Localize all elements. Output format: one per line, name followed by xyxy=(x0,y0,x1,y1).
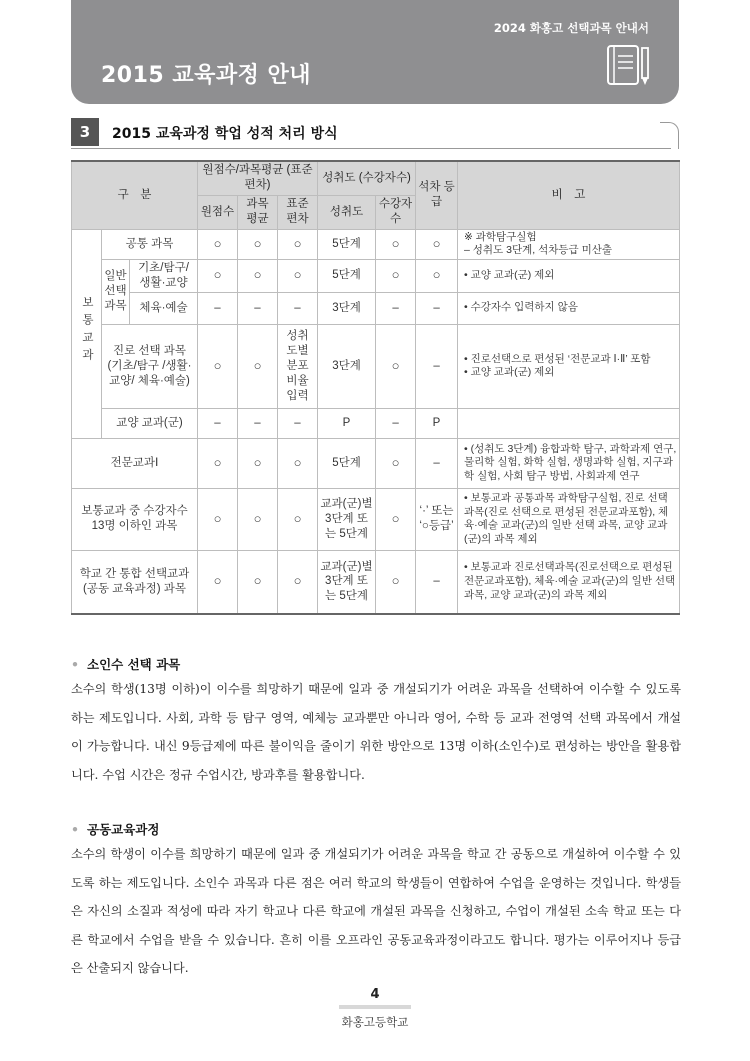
cell-students: ○ xyxy=(376,324,416,408)
cell-note: • 진로선택으로 편성된 ‘전문교과 Ⅰ·Ⅱ’ 포함 • 교양 교과(군) 제외 xyxy=(458,324,680,408)
cell-rank: P xyxy=(416,408,458,438)
cell-rank: ○ xyxy=(416,229,458,259)
cell-note: • 보통교과 공통과목 과학탐구실험, 진로 선택 과목(진로 선택으로 편성된 전문교과포함), 체육·예술 교과(군)의 일반 선택 과목, 교양 교과(군)의 과목 제외 xyxy=(458,488,680,550)
cell-avg: – xyxy=(238,292,278,324)
grade-processing-table xyxy=(71,160,680,615)
cell-avg: – xyxy=(238,408,278,438)
subsection-paragraph: 소수의 학생(13명 이하)이 이수를 희망하기 때문에 일과 중 개설되기가 어려운 과목을 선택하여 이수할 수 있도록 하는 제도입니다. 사회, 과학 등 탐구 영역, 예체능 교과뿐만 아니라 영어, 수학 등 교과 전영역 선택 과목에서 개설이 가능합니다. 내신 9등급제에 따른 불이익을 줄이기 위한 방안으로 13명 이하(소인수)로 편성하는 방안을 활용합니다. 수업 시간은 정규 수업시간, 방과후를 활용합니다. xyxy=(71,682,681,782)
cell-note: • 보통교과 진로선택과목(진로선택으로 편성된 전문교과포함), 체육·예술 교과(군)의 일반 선택 과목, 교양 교과(군)의 과목 제외 xyxy=(458,550,680,614)
subsection-paragraph: 소수의 학생이 이수를 희망하기 때문에 일과 중 개설되기가 어려운 과목을 학교 간 공동으로 개설하여 이수할 수 있도록 하는 제도입니다. 소인수 과목과 다른 점은 여러 학교의 학생들이 연합하여 수업을 운영하는 것입니다. 학생들은 자신의 소질과 적성에 따라 자기 학교나 다른 학교에 개설된 과목을 신청하고, 수업이 개설된 소속 학교 또는 다른 학교에서 수업을 받을 수 있습니다. 흔히 이를 오프라인 공동교육과정이라고도 합니다. 평가는 이루어지나 등급은 산출되지 않습니다. xyxy=(71,847,681,976)
cell-note: • 교양 교과(군) 제외 xyxy=(458,259,680,292)
cell-avg: ○ xyxy=(238,488,278,550)
cell-std: ○ xyxy=(278,550,318,614)
cell-rank: – xyxy=(416,292,458,324)
cell-raw: – xyxy=(198,292,238,324)
table-row xyxy=(72,259,680,292)
table-row xyxy=(72,408,680,438)
cell-std: 성취 도별 분포 비율 입력 xyxy=(278,324,318,408)
cell-ach: 3단계 xyxy=(318,324,376,408)
section-divider xyxy=(71,148,671,149)
table-row xyxy=(72,488,680,550)
cell-avg: ○ xyxy=(238,259,278,292)
cell-students: ○ xyxy=(376,259,416,292)
cell-avg: ○ xyxy=(238,229,278,259)
cell-note: • (성취도 3단계) 융합과학 탐구, 과학과제 연구, 물리학 실험, 화학 실험, 생명과학 실험, 지구과학 실험, 사회 탐구 방법, 사회과제 연구 xyxy=(458,438,680,488)
table-row xyxy=(72,292,680,324)
header-title: 2015 교육과정 안내 xyxy=(101,63,312,88)
cell-std: ○ xyxy=(278,259,318,292)
cell-rank: – xyxy=(416,438,458,488)
cell-students: – xyxy=(376,292,416,324)
cell-students: – xyxy=(376,408,416,438)
subsection-joint-curriculum xyxy=(71,820,681,983)
cell-ach: 교과(군)별 3단계 또는 5단계 xyxy=(318,488,376,550)
cell-std: ○ xyxy=(278,438,318,488)
cell-ach: 3단계 xyxy=(318,292,376,324)
header-rank: 석차 등급 xyxy=(416,161,458,229)
row-label: 전문교과Ⅰ xyxy=(72,438,198,488)
cell-rank: – xyxy=(416,324,458,408)
cell-note xyxy=(458,408,680,438)
cell-rank: ‘·’ 또는 ‘○등급’ xyxy=(416,488,458,550)
section-number: 3 xyxy=(71,118,99,146)
cell-students: ○ xyxy=(376,550,416,614)
cell-rank: ○ xyxy=(416,259,458,292)
cell-note: ※ 과학탐구실험 – 성취도 3단계, 석차등급 미산출 xyxy=(458,229,680,259)
cell-std: ○ xyxy=(278,488,318,550)
category-general: 보통교과 xyxy=(72,229,102,438)
cell-avg: ○ xyxy=(238,324,278,408)
school-name: 화홍고등학교 xyxy=(341,1015,409,1029)
notebook-pen-icon xyxy=(605,42,651,88)
cell-ach: P xyxy=(318,408,376,438)
row-group-label: 일반 선택 과목 xyxy=(102,259,130,324)
cell-ach: 5단계 xyxy=(318,229,376,259)
header-achievement-group: 성취도 (수강자수) xyxy=(318,161,416,195)
cell-students: ○ xyxy=(376,438,416,488)
subsection-heading: • 공동교육과정 xyxy=(71,822,160,837)
section-divider-corner xyxy=(660,122,679,149)
header-students: 수강자 수 xyxy=(376,195,416,229)
cell-raw: ○ xyxy=(198,550,238,614)
cell-std: – xyxy=(278,292,318,324)
cell-raw: ○ xyxy=(198,229,238,259)
row-label: 보통교과 중 수강자수 13명 이하인 과목 xyxy=(72,488,198,550)
cell-raw: ○ xyxy=(198,488,238,550)
cell-avg: ○ xyxy=(238,438,278,488)
cell-raw: ○ xyxy=(198,324,238,408)
cell-note: • 수강자수 입력하지 않음 xyxy=(458,292,680,324)
row-label: 체육·예술 xyxy=(130,292,198,324)
header-achievement: 성취도 xyxy=(318,195,376,229)
subsection-heading: • 소인수 선택 과목 xyxy=(71,657,181,672)
row-label: 진로 선택 과목 (기초/탐구 /생활·교양/ 체육·예술) xyxy=(102,324,198,408)
cell-std: – xyxy=(278,408,318,438)
cell-students: ○ xyxy=(376,488,416,550)
row-label: 공통 과목 xyxy=(102,229,198,259)
cell-rank: – xyxy=(416,550,458,614)
header-gubun: 구 분 xyxy=(72,161,198,229)
header-subtitle: 2024 화홍고 선택과목 안내서 xyxy=(493,21,649,35)
cell-raw: ○ xyxy=(198,259,238,292)
header-raw-group: 원점수/과목평균 (표준편차) xyxy=(198,161,318,195)
table-row xyxy=(72,324,680,408)
header-avg: 과목 평균 xyxy=(238,195,278,229)
footer-divider xyxy=(339,1005,411,1009)
page-header xyxy=(71,0,679,104)
cell-avg: ○ xyxy=(238,550,278,614)
subsection-small-class xyxy=(71,655,681,789)
cell-ach: 5단계 xyxy=(318,259,376,292)
header-std: 표준 편차 xyxy=(278,195,318,229)
cell-raw: – xyxy=(198,408,238,438)
table-row xyxy=(72,229,680,259)
row-label: 기초/탐구/ 생활·교양 xyxy=(130,259,198,292)
section-title: 2015 교육과정 학업 성적 처리 방식 xyxy=(112,126,338,142)
cell-ach: 교과(군)별 3단계 또는 5단계 xyxy=(318,550,376,614)
cell-raw: ○ xyxy=(198,438,238,488)
header-raw: 원점수 xyxy=(198,195,238,229)
row-label: 학교 간 통합 선택교과 (공동 교육과정) 과목 xyxy=(72,550,198,614)
cell-students: ○ xyxy=(376,229,416,259)
page-number: 4 xyxy=(370,987,380,1002)
cell-ach: 5단계 xyxy=(318,438,376,488)
table-row xyxy=(72,438,680,488)
header-remark: 비 고 xyxy=(458,161,680,229)
row-label: 교양 교과(군) xyxy=(102,408,198,438)
table-row xyxy=(72,550,680,614)
cell-std: ○ xyxy=(278,229,318,259)
